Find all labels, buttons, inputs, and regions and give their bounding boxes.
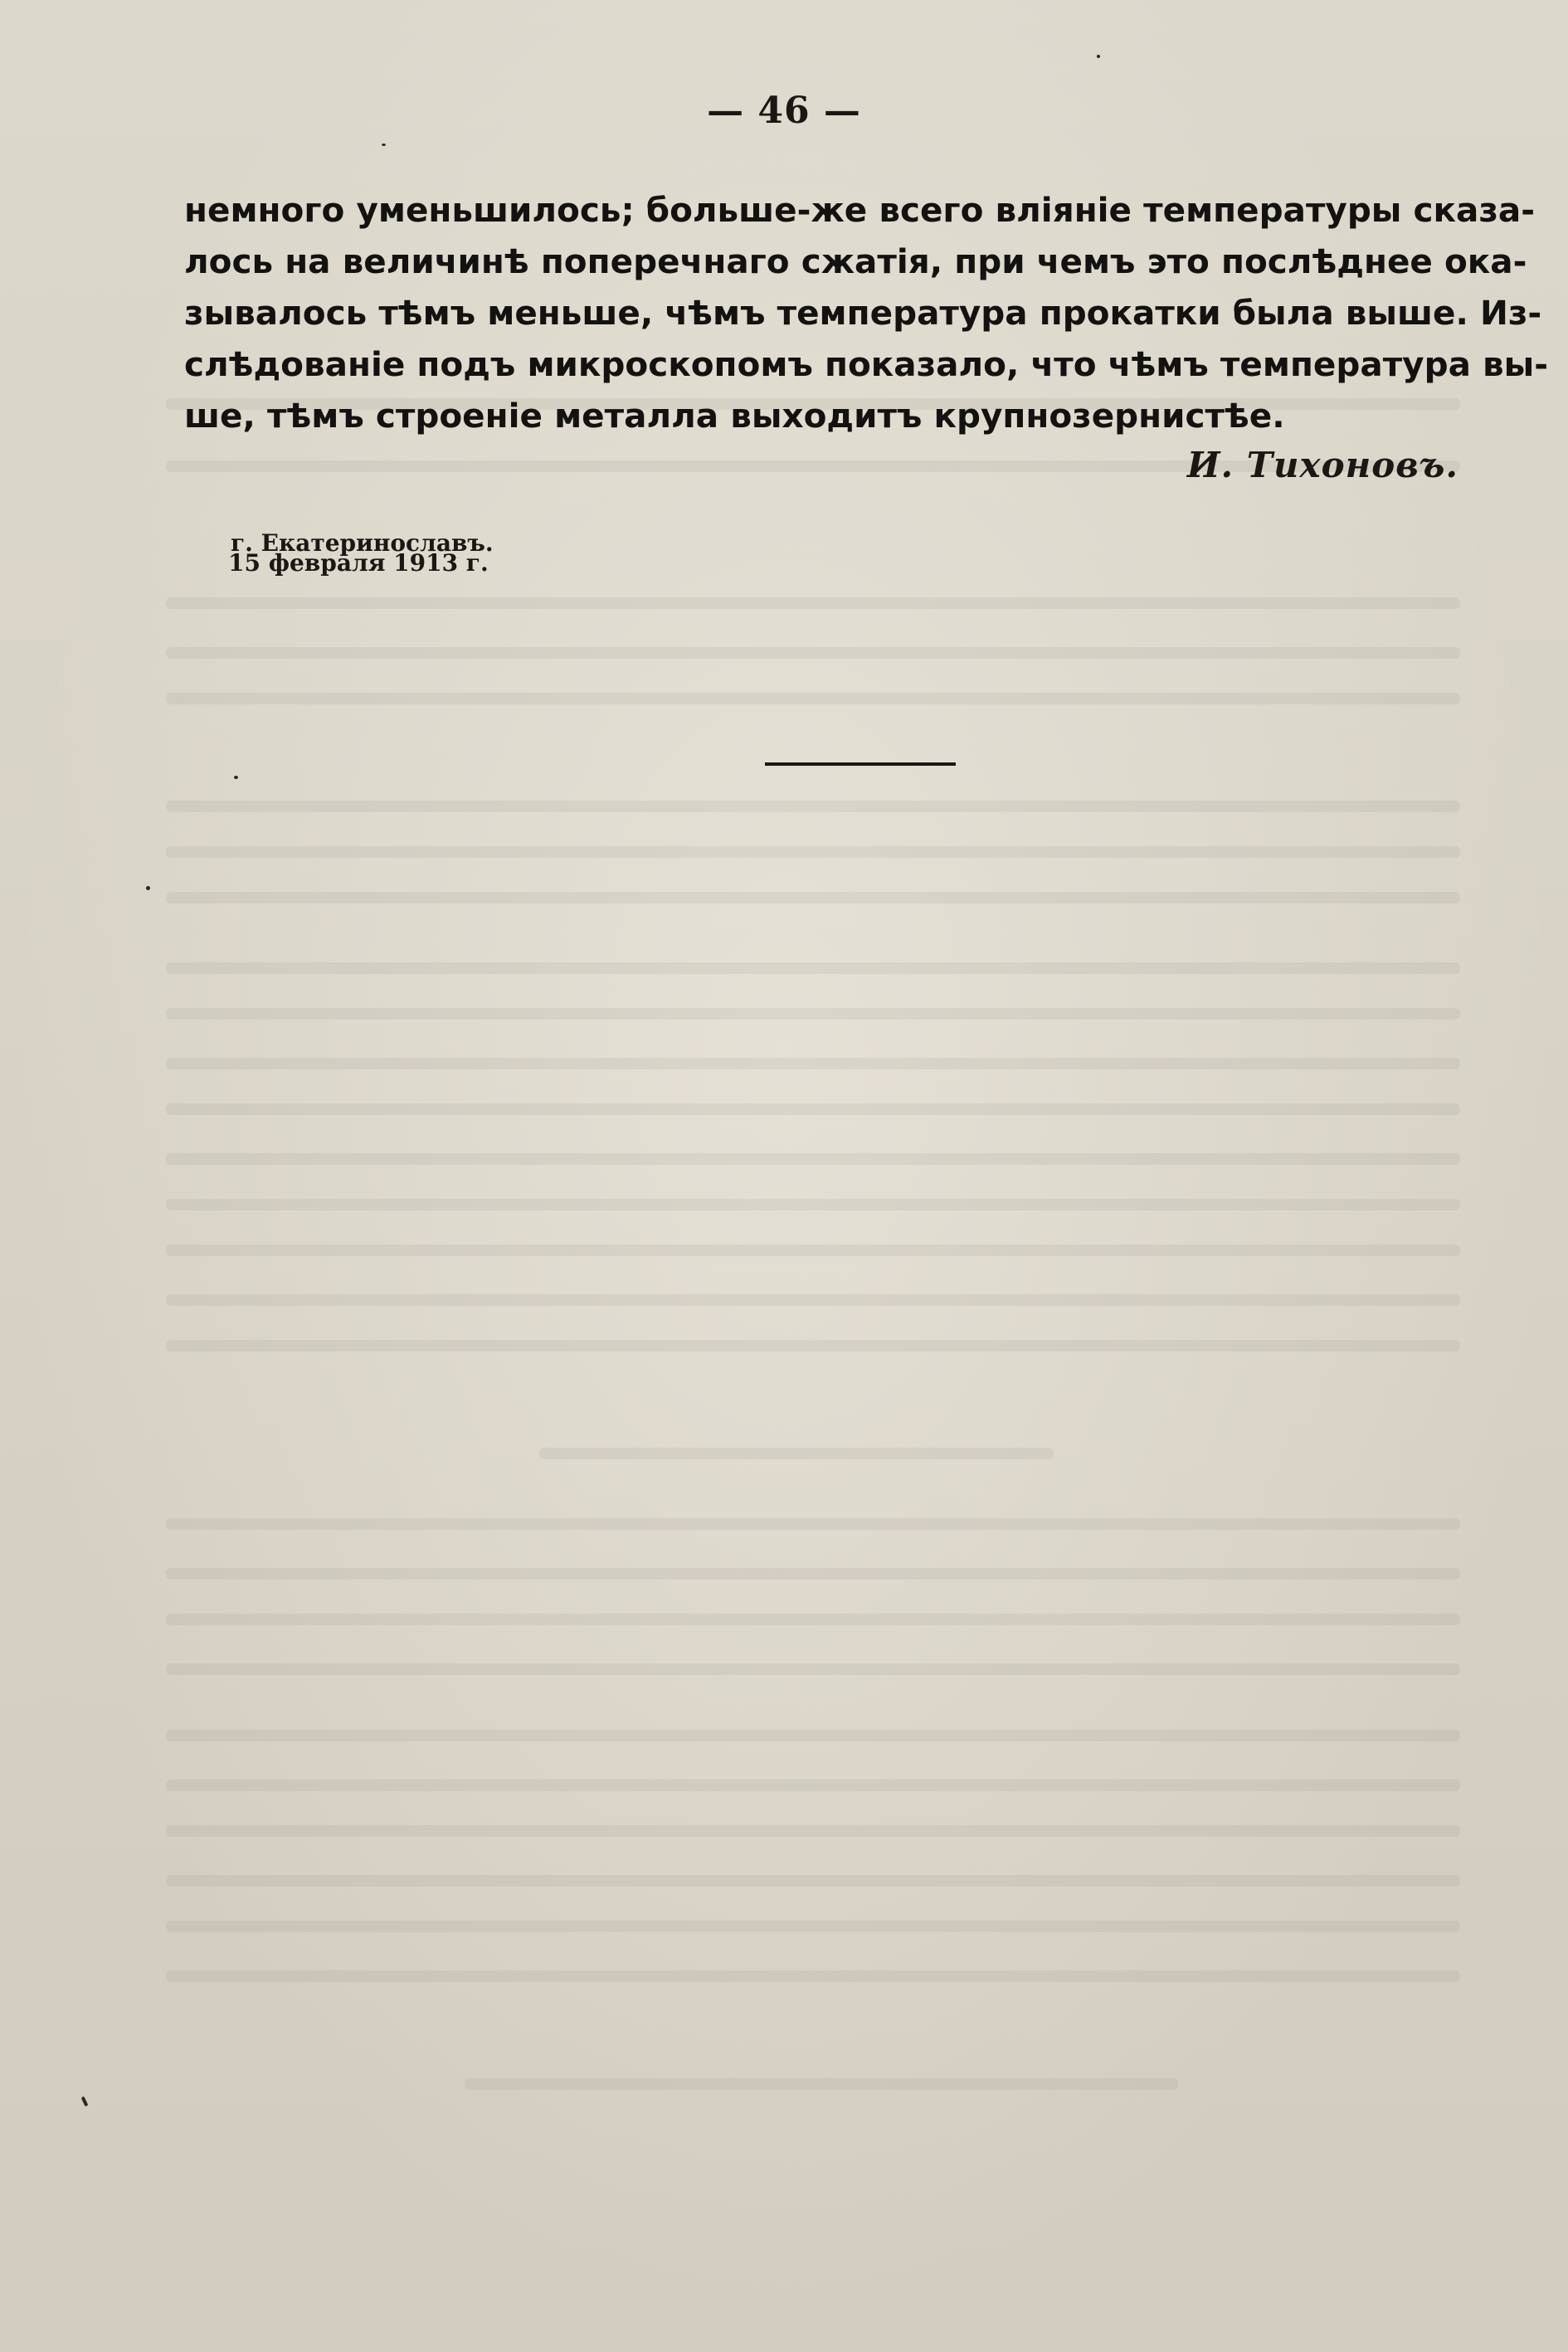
- bleed-through-line: [166, 647, 1460, 659]
- print-speck: [234, 776, 238, 779]
- bleed-through-line: [166, 1875, 1460, 1887]
- bleed-through-line: [166, 1103, 1460, 1115]
- print-speck: [81, 2096, 89, 2107]
- bleed-through-line: [166, 597, 1460, 609]
- bleed-through-line: [166, 1970, 1460, 1982]
- bleed-through-line: [166, 892, 1460, 903]
- bleed-through-line: [166, 1780, 1460, 1791]
- paragraph-line: ше, тѣмъ строеніе металла выходитъ крупнозернистѣе.: [184, 396, 1285, 436]
- bleed-through-line: [166, 1244, 1460, 1256]
- date-line: 15 февраля 1913 г.: [228, 549, 489, 577]
- bleed-through-line: [166, 962, 1460, 974]
- bleed-through-line: [166, 801, 1460, 812]
- place-line: г. Екатеринославъ.: [231, 529, 494, 557]
- bleed-through-line: [166, 1730, 1460, 1741]
- bleed-through-line: [166, 1568, 1460, 1580]
- bleed-through-line: [166, 1340, 1460, 1351]
- bleed-through-line: [166, 1825, 1460, 1837]
- bleed-through-line: [166, 1614, 1460, 1625]
- bleed-through-line: [166, 846, 1460, 858]
- bleed-through-line: [166, 1663, 1460, 1675]
- bleed-through-line: [166, 1199, 1460, 1210]
- print-speck: [382, 144, 386, 146]
- page-number: — 46 —: [707, 90, 861, 132]
- print-speck: [1097, 55, 1100, 58]
- paragraph-line: немного уменьшилось; больше-же всего вліяніе температуры сказа-: [184, 190, 1536, 230]
- paragraph-line: слѣдованіе подъ микроскопомъ показало, что чѣмъ температура вы-: [184, 344, 1549, 384]
- paragraph-line: лось на величинѣ поперечнаго сжатія, при чемъ это послѣднее ока-: [184, 241, 1527, 281]
- bleed-through-line: [166, 1921, 1460, 1932]
- paragraph-line: зывалось тѣмъ меньше, чѣмъ температура прокатки была выше. Из-: [184, 293, 1542, 333]
- bleed-through-line: [166, 1153, 1460, 1165]
- bleed-through-line: [166, 1518, 1460, 1530]
- bleed-through-line: [166, 1008, 1460, 1020]
- bleed-through-line: [166, 693, 1460, 704]
- body-paragraph: [184, 184, 1549, 441]
- author-signature: И. Тихоновъ.: [1186, 445, 1458, 485]
- bleed-through-line: [539, 1448, 1054, 1459]
- print-speck: [146, 886, 150, 890]
- section-divider: [765, 762, 956, 766]
- bleed-through-line: [166, 1058, 1460, 1069]
- bleed-through-line: [465, 2078, 1178, 2090]
- bleed-through-line: [166, 1294, 1460, 1306]
